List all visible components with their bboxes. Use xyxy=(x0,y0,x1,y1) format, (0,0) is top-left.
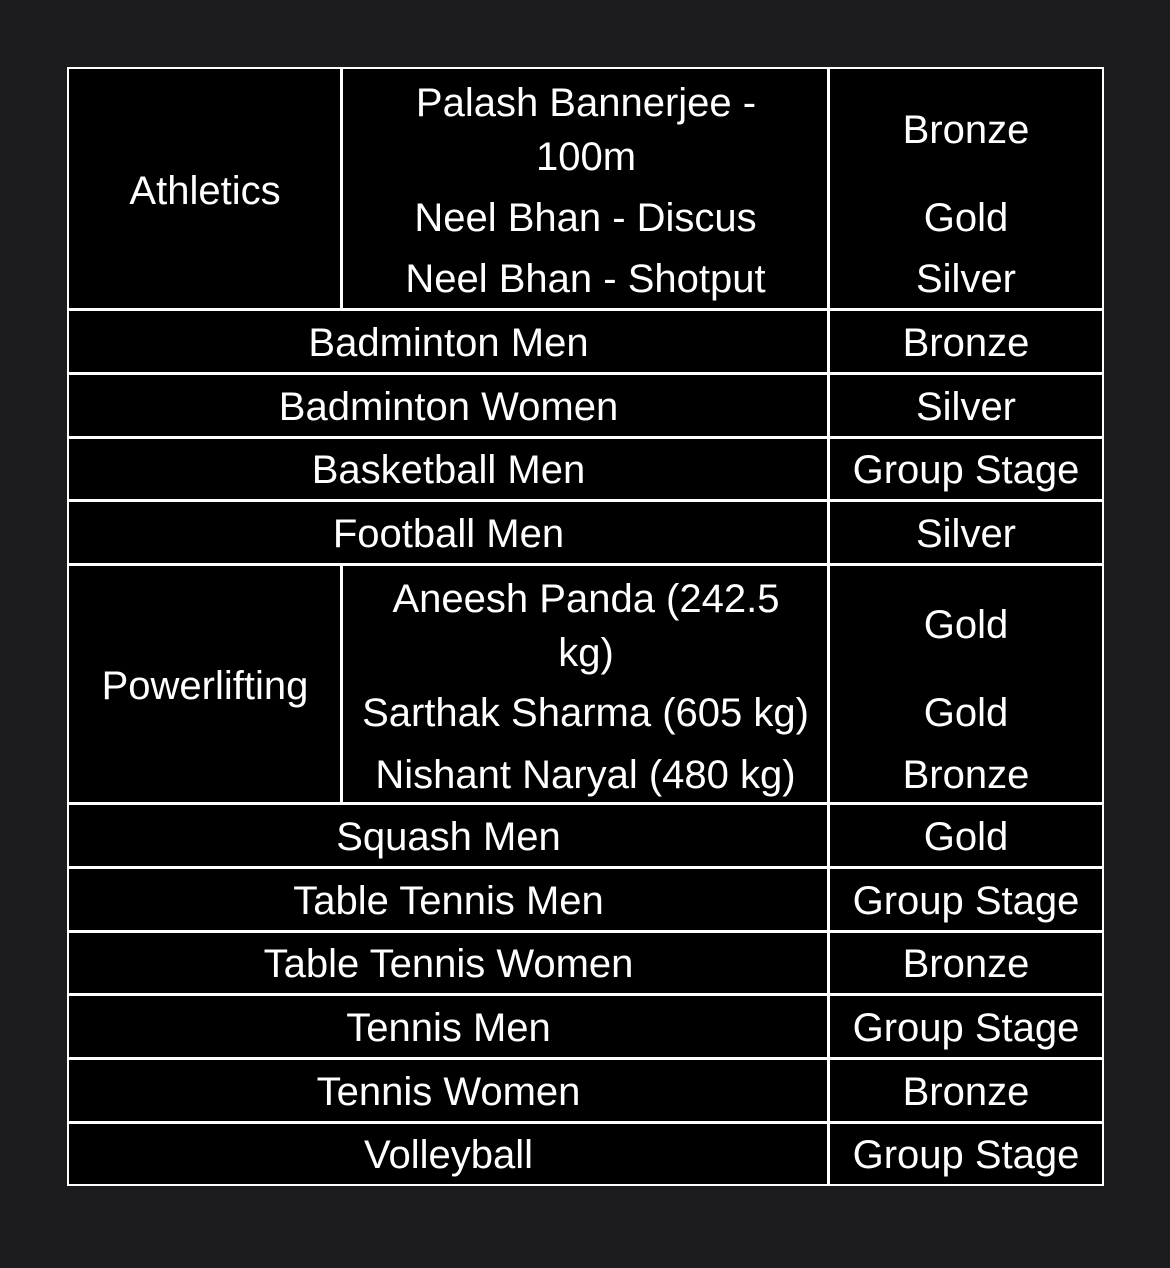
row-divider xyxy=(69,1121,1102,1124)
result-cell: Bronze xyxy=(902,108,1030,152)
sport-cell: Basketball Men xyxy=(311,448,586,492)
row-divider xyxy=(69,499,1102,502)
event-cell: Sarthak Sharma (605 kg) xyxy=(362,691,809,735)
sport-label-powerlifting: Powerlifting xyxy=(101,664,309,708)
sport-cell: Squash Men xyxy=(336,815,561,859)
result-cell: Bronze xyxy=(902,1070,1030,1114)
row-divider xyxy=(69,930,1102,933)
row-divider xyxy=(69,802,1102,805)
row-divider xyxy=(69,372,1102,375)
sport-cell: Tennis Men xyxy=(346,1006,551,1050)
event-cell: Aneesh Panda (242.5 kg) xyxy=(392,577,780,675)
sport-label-athletics: Athletics xyxy=(129,169,281,213)
row-divider xyxy=(69,866,1102,869)
result-cell: Silver xyxy=(915,257,1017,301)
row-divider xyxy=(69,993,1102,996)
result-cell: Bronze xyxy=(902,942,1030,986)
sport-cell: Table Tennis Men xyxy=(293,879,604,923)
result-cell: Silver xyxy=(915,385,1017,429)
result-cell: Group Stage xyxy=(852,879,1080,923)
result-cell: Silver xyxy=(915,512,1017,556)
event-cell: Neel Bhan - Shotput xyxy=(405,257,766,301)
result-cell: Gold xyxy=(923,691,1009,735)
result-cell: Group Stage xyxy=(852,1006,1080,1050)
result-cell: Gold xyxy=(923,603,1009,647)
sport-cell: Table Tennis Women xyxy=(263,942,634,986)
event-cell: Nishant Naryal (480 kg) xyxy=(375,753,796,797)
result-cell: Bronze xyxy=(902,753,1030,797)
event-cell: Neel Bhan - Discus xyxy=(414,196,757,240)
row-divider xyxy=(69,308,1102,311)
sport-cell: Badminton Women xyxy=(278,385,619,429)
result-cell: Gold xyxy=(923,196,1009,240)
result-cell: Bronze xyxy=(902,321,1030,365)
results-table xyxy=(67,67,1104,1186)
event-cell: Palash Bannerjee - 100m xyxy=(415,81,757,179)
row-divider xyxy=(69,436,1102,439)
sport-cell: Tennis Women xyxy=(316,1070,581,1114)
result-cell: Group Stage xyxy=(852,1133,1080,1177)
sport-cell: Football Men xyxy=(332,512,565,556)
result-cell: Group Stage xyxy=(852,448,1080,492)
row-divider xyxy=(69,563,1102,566)
sport-cell: Badminton Men xyxy=(308,321,589,365)
row-divider xyxy=(69,1057,1102,1060)
result-cell: Gold xyxy=(923,815,1009,859)
sport-cell: Volleyball xyxy=(363,1133,533,1177)
